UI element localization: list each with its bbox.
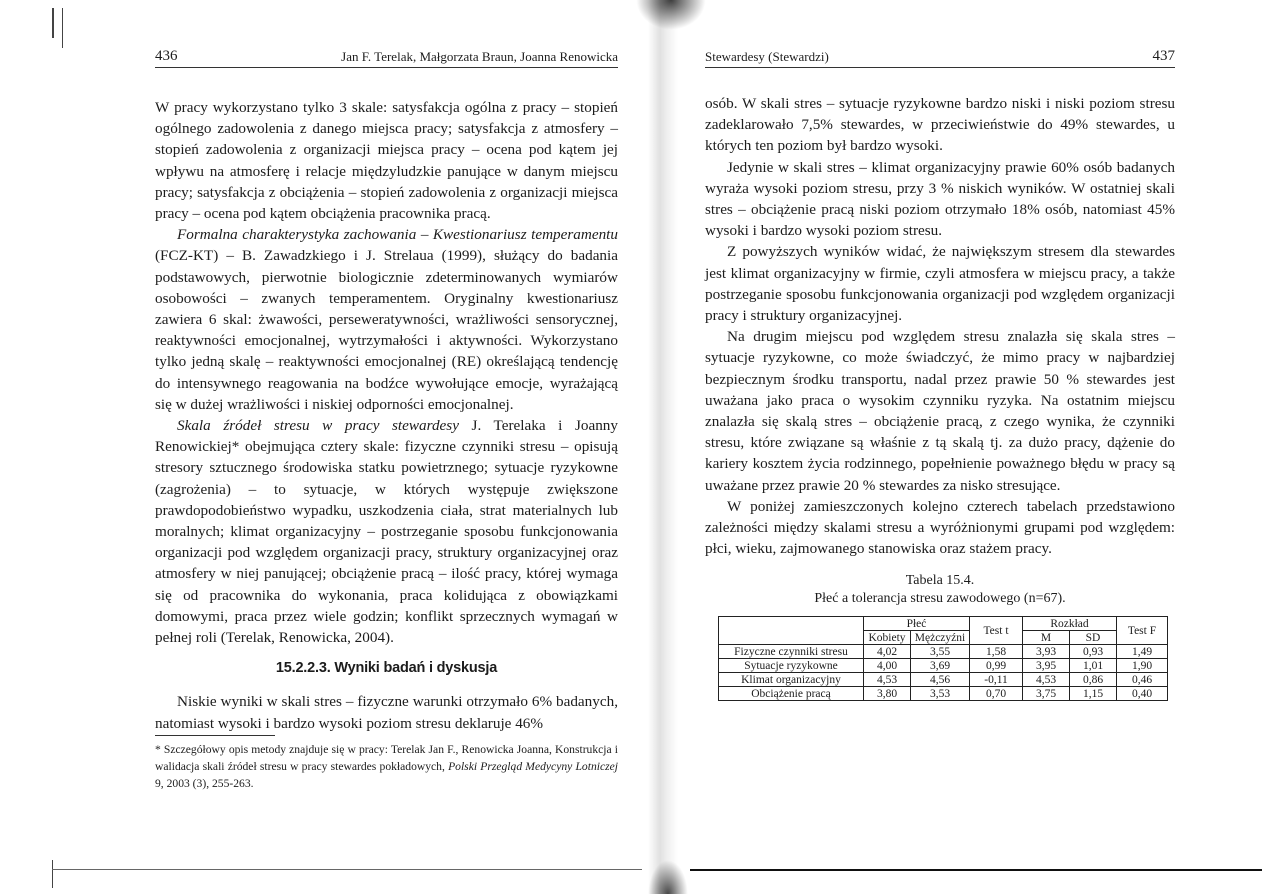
table-cell: 0,70 xyxy=(970,687,1023,701)
paragraph: Na drugim miejscu pod względem stresu znalazła się skala stres – sytuacje ryzykowne, co może świadczyć, że mimo pracy w najbardziej bezpiecznym środku transportu, nadal przez prawie 50 % stewardes jest uważana jako praca o wysokim czynniku ryzyka. Na ostatnim miejscu znalazła się skalą stres – obciążenie pracą, z czego wynika, że czynniki stresu, które związane są właśnie z tą skalą tj. za dużo pracy, dążenie do kariery kosztem życia rodzinnego, popełnienie poważnego błędu w pracy są uważane przez prawie 20 % stewardes za nisko stresujące. xyxy=(705,328,1175,494)
paragraph: Skala źródeł stresu w pracy stewardesy J. Terelaka i Joanny Renowickiej* obejmująca cztery skale: fizyczne czynniki stresu – opisują stresory sztucznego środowiska statku powietrznego; sytuacje ryzykowne (zagrożenia) – to sytuacje, w których występuje zwiększone prawdopodobieństwo wypadku, uszkodzenia ciała, strat materialnych lub moralnych; klimat organizacyjny – postrzeganie sposobu funkcjonowania organizacji pod względem organizacji pracy, struktury organizacyjnej oraz atmosfery w niej panującej; obciążenie pracą – ilość pracy, której wymaga się od pracownika do wykonania, praca kolidująca z obowiązkami domowymi, praca przez wiele godzin; konflikt sprzecznych wymagań w pełnej roli (Terelak, Renowicka, 2004). xyxy=(155,417,618,647)
right-page-number: 437 xyxy=(1152,48,1175,64)
paragraph: W pracy wykorzystano tylko 3 skale: satysfakcja ogólna z pracy – stopień ogólnego zadowolenia z danego miejsca pracy; satysfakcja z atmosfery – stopień zadowolenia z organizacji miejsca pracy – ocena pod kątem jej wpływu na atmosferę i relacje międzyludzkie panujące w danym miejscu pracy; satysfakcja z obciążenia – stopień zadowolenia z organizacji miejsca pracy – ocena pod kątem obciążenia pracownika pracą. xyxy=(155,99,618,223)
table-cell: Fizyczne czynniki stresu xyxy=(719,645,864,659)
left-running-head xyxy=(155,48,618,68)
table-header-row xyxy=(719,617,1168,631)
stress-table xyxy=(718,616,1168,701)
table-cell: 1,90 xyxy=(1117,659,1168,673)
table-cell: 0,86 xyxy=(1070,673,1117,687)
table-cell: 3,53 xyxy=(911,687,970,701)
table-cell: 3,69 xyxy=(911,659,970,673)
left-body-text xyxy=(155,97,618,734)
table-header-cell: Rozkład xyxy=(1023,617,1117,631)
table-row xyxy=(719,645,1168,659)
table-cell: 3,55 xyxy=(911,645,970,659)
table-header-cell: Kobiety xyxy=(864,631,911,645)
table-header-cell: Płeć xyxy=(864,617,970,631)
table-header-cell: M xyxy=(1023,631,1070,645)
table-cell: Klimat organizacyjny xyxy=(719,673,864,687)
left-running-title: Jan F. Terelak, Małgorzata Braun, Joanna Renowicka xyxy=(341,49,618,64)
table-cell: 0,93 xyxy=(1070,645,1117,659)
table-cell: 3,93 xyxy=(1023,645,1070,659)
right-page xyxy=(640,0,1262,894)
table-cell: 1,01 xyxy=(1070,659,1117,673)
table-row xyxy=(719,659,1168,673)
table-cell: 0,40 xyxy=(1117,687,1168,701)
paragraph: Z powyższych wyników widać, że największym stresem dla stewardes jest klimat organizacyjny w firmie, czyli atmosfera w miejscu pracy, a także postrzeganie sposobu funkcjonowania organizacji pod względem organizacji pracy i struktury organizacyjnej. xyxy=(705,243,1175,325)
paragraph: osób. W skali stres – sytuacje ryzykowne bardzo niski i niski poziom stresu zadeklarowało 7,5% stewardes, w przeciwieństwie do 49% stewardes, u których ten poziom był bardzo wysoki. xyxy=(705,95,1175,155)
table-cell: 4,53 xyxy=(1023,673,1070,687)
table-cell: Obciążenie pracą xyxy=(719,687,864,701)
footnote: * Szczegółowy opis metody znajduje się w pracy: Terelak Jan F., Renowicka Joanna, Konstrukcja i walidacja skali źródeł stresu w pracy stewardes pokładowych, Polski Przegląd Medycyny Lotniczej 9, 2003 (3), 255-263. xyxy=(155,735,618,792)
paragraph: Formalna charakterystyka zachowania – Kwestionariusz temperamentu (FCZ-KT) – B. Zawadzkiego i J. Strelaua (1999), służący do badania podstawowych, pierwotnie biologicznie zdeterminowanych wymiarów osobowości – zwanych temperamentem. Oryginalny kwestionariusz zawiera 6 skal: żwawości, perseweratywności, wrażliwości sensorycznej, reaktywności emocjonalnej, wytrzymałości i aktywności. Wykorzystano tylko jedną skalę – reaktywności emocjonalnej (RE) określającą tendencję do intensywnego reagowania na bodźce wywołujące emocje, wyrażającą się w dużej wrażliwości i niskiej odporności emocjonalnej. xyxy=(155,226,618,413)
table-cell: Sytuacje ryzykowne xyxy=(719,659,864,673)
table-header-cell: Test t xyxy=(970,617,1023,645)
table-corner-cell xyxy=(719,617,864,645)
table-cell: 4,53 xyxy=(864,673,911,687)
section-heading: 15.2.2.3. Wyniki badań i dyskusja xyxy=(275,660,498,677)
table-cell: 3,95 xyxy=(1023,659,1070,673)
table-cell: 1,15 xyxy=(1070,687,1117,701)
table-cell: -0,11 xyxy=(970,673,1023,687)
right-running-head xyxy=(705,48,1175,68)
table-header-cell: Mężczyźni xyxy=(911,631,970,645)
table-row xyxy=(719,687,1168,701)
table-cell: 0,46 xyxy=(1117,673,1168,687)
table-caption-number: Tabela 15.4. xyxy=(905,573,975,588)
table-cell: 1,49 xyxy=(1117,645,1168,659)
table-cell: 3,75 xyxy=(1023,687,1070,701)
table-caption-title: Płeć a tolerancja stresu zawodowego (n=67). xyxy=(814,591,1066,606)
table-cell: 4,56 xyxy=(911,673,970,687)
footnote-rule xyxy=(155,735,275,736)
paragraph: Jedynie w skali stres – klimat organizacyjny prawie 60% osób badanych wyraża wysoki poziom stresu, przy 3 % niskich wyników. W ostatniej skali stres – obciążenie pracą niski poziom otrzymało 18% osób, natomiast 45% wysoki i bardzo wysoki poziom stresu. xyxy=(705,158,1175,240)
table-cell: 4,02 xyxy=(864,645,911,659)
paragraph: W poniżej zamieszczonych kolejno czterech tabelach przedstawiono zależności między skalami stresu a wyróżnionymi grupami pod względem: płci, wieku, zajmowanego stanowiska oraz stażem pracy. xyxy=(705,497,1175,558)
table-cell: 0,99 xyxy=(970,659,1023,673)
right-running-title: Stewardesy (Stewardzi) xyxy=(705,49,829,64)
paragraph: Niskie wyniki w skali stres – fizyczne warunki otrzymało 6% badanych, natomiast wysoki i bardzo wysoki poziom stresu deklaruje 46% xyxy=(155,693,618,732)
table-row xyxy=(719,673,1168,687)
left-page-number: 436 xyxy=(155,48,178,64)
table-cell: 1,58 xyxy=(970,645,1023,659)
table-cell: 3,80 xyxy=(864,687,911,701)
table-cell: 4,00 xyxy=(864,659,911,673)
table-header-cell: SD xyxy=(1070,631,1117,645)
table-header-cell: Test F xyxy=(1117,617,1168,645)
right-body-text xyxy=(705,93,1175,559)
